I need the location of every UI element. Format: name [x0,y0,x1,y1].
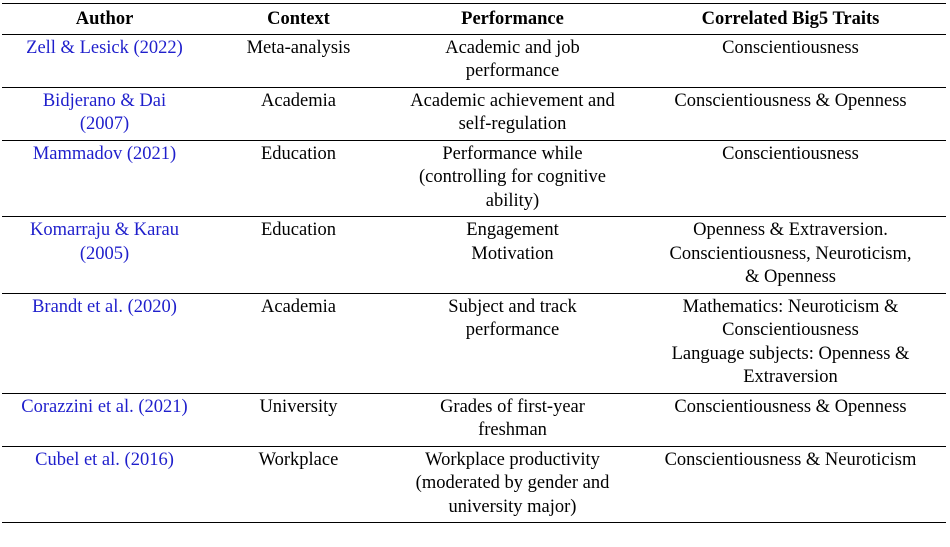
performance-cell-line: Academic achievement and [410,90,615,111]
header-performance: Performance [390,4,635,35]
performance-cell-line: performance [465,320,560,340]
performance-cell-line: ability) [485,190,540,211]
author-link[interactable] [2,393,207,446]
table-row [2,34,946,87]
performance-cell-line: Engagement [466,220,559,240]
performance-cell [390,217,635,294]
table-body [2,34,946,523]
performance-cell-line: (controlling for cognitive [418,167,606,187]
traits-cell-line: Extraversion [743,367,838,387]
author-link[interactable] [2,87,207,140]
header-context: Context [207,4,390,35]
traits-cell-line: Conscientiousness [722,143,859,164]
header-author: Author [2,4,207,35]
author-link[interactable] [2,446,207,523]
performance-cell [390,34,635,87]
traits-cell-line: Language subjects: Openness & [671,343,910,364]
header-traits: Correlated Big5 Traits [635,4,946,35]
traits-cell [635,87,946,140]
author-link[interactable] [2,217,207,294]
author-link-line[interactable]: Bidjerano & Dai [42,90,167,111]
author-link-line[interactable]: Zell & Lesick (2022) [26,37,183,58]
big5-performance-table [2,3,946,523]
performance-cell-line: freshman [478,420,547,440]
table-row [2,446,946,523]
performance-cell-line: Motivation [471,243,554,264]
performance-cell-line: university major) [448,496,577,517]
performance-cell-line: Workplace productivity [425,449,600,470]
traits-cell [635,140,946,217]
traits-cell-line: Openness & Extraversion. [693,220,888,240]
author-link[interactable] [2,140,207,217]
context-cell: Academia [207,293,390,393]
context-cell: University [207,393,390,446]
author-link-line[interactable]: Komarraju & Karau [30,220,179,240]
author-link[interactable] [2,34,207,87]
performance-cell [390,393,635,446]
performance-cell-line: performance [465,61,560,81]
context-cell: Academia [207,87,390,140]
performance-cell [390,140,635,217]
performance-cell-line: self-regulation [458,114,567,134]
traits-cell [635,217,946,294]
author-link-line[interactable]: Cubel et al. (2016) [35,449,174,470]
author-link-line[interactable]: Corazzini et al. (2021) [21,396,188,417]
performance-cell [390,446,635,523]
author-link[interactable] [2,293,207,393]
author-link-line[interactable]: (2005) [79,243,130,264]
traits-cell-line: Conscientiousness & Openness [674,90,907,111]
header-row [2,4,946,35]
context-cell: Workplace [207,446,390,523]
context-cell: Education [207,140,390,217]
table-row [2,87,946,140]
traits-cell [635,446,946,523]
performance-cell-line: Subject and track [448,296,577,317]
traits-cell-line: Conscientiousness [722,37,859,58]
traits-cell-line: Conscientiousness, Neuroticism, [669,243,912,264]
context-cell: Meta-analysis [207,34,390,87]
traits-cell [635,293,946,393]
table-row [2,393,946,446]
performance-cell [390,293,635,393]
author-link-line[interactable]: (2007) [79,114,130,134]
table-row [2,293,946,393]
traits-cell-line: & Openness [745,267,836,287]
author-link-line[interactable]: Brandt et al. (2020) [32,296,177,317]
traits-cell [635,393,946,446]
performance-cell-line: Academic and job [445,37,580,58]
performance-cell-line: Performance while [442,143,583,164]
traits-cell [635,34,946,87]
traits-cell-line: Mathematics: Neuroticism & [682,296,899,317]
performance-cell [390,87,635,140]
context-cell: Education [207,217,390,294]
performance-cell-line: (moderated by gender and [415,473,610,493]
traits-cell-line: Conscientiousness & Openness [674,396,907,417]
traits-cell-line: Conscientiousness [722,320,859,340]
table-row [2,217,946,294]
table-row [2,140,946,217]
traits-cell-line: Conscientiousness & Neuroticism [664,449,917,470]
author-link-line[interactable]: Mammadov (2021) [32,143,177,164]
performance-cell-line: Grades of first-year [440,396,585,417]
